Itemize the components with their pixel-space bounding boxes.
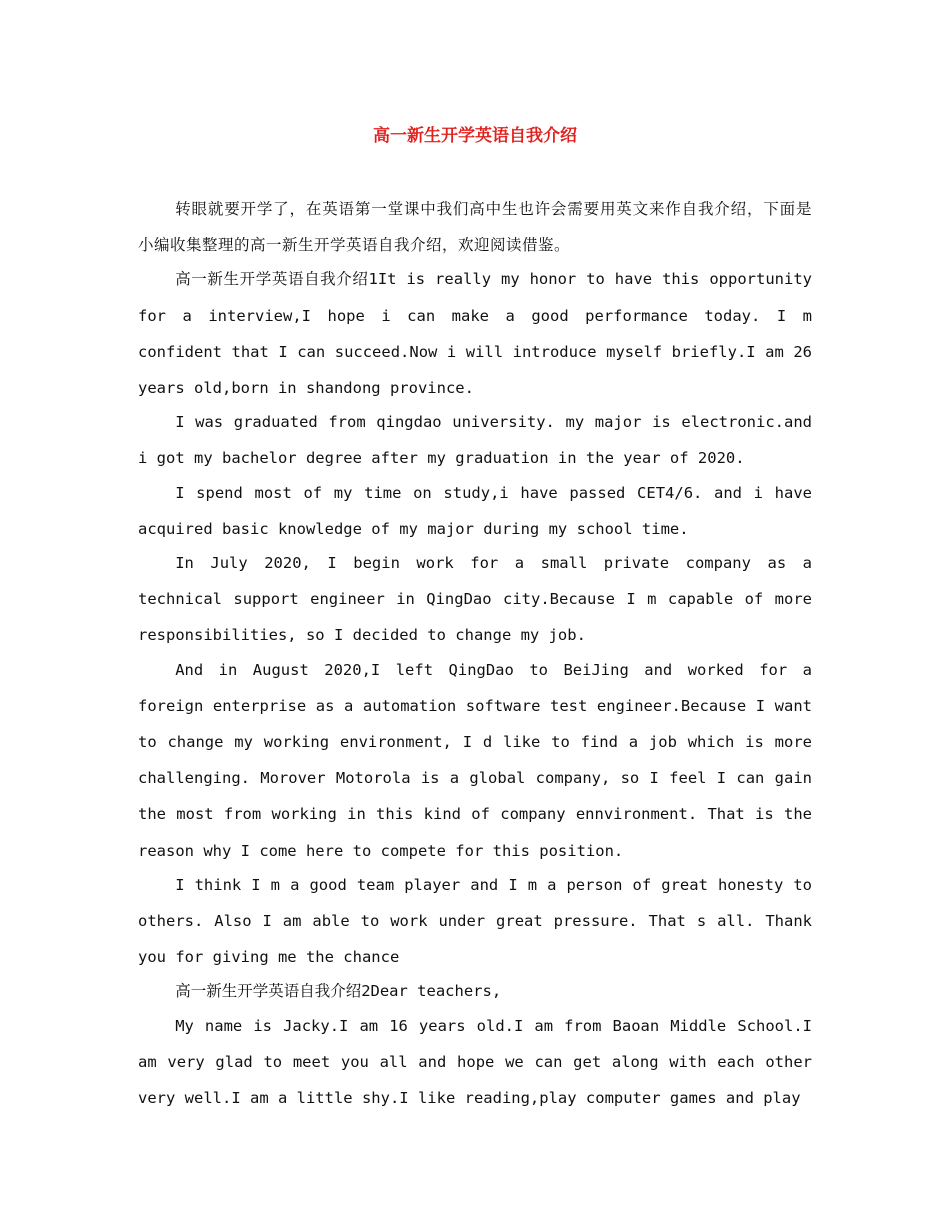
paragraph-8: My name is Jacky.I am 16 years old.I am from Baoan Middle School.I am very glad to meet you all and hope we can get along with each other very well.I am a little shy.I like reading,play computer games and play — [138, 1016, 812, 1108]
document-title: 高一新生开学英语自我介绍 — [373, 126, 577, 146]
paragraph-intro: 转眼就要开学了，在英语第一堂课中我们高中生也许会需要用英文来作自我介绍，下面是小编收集整理的高一新生开学英语自我介绍，欢迎阅读借鉴。 — [138, 200, 812, 255]
paragraph-5: And in August 2020,I left QingDao to BeiJing and worked for a foreign enterprise as a automation software test engineer.Because I want to change my working environment, I d like to find a job which is more challenging. Morover Motorola is a global company, so I feel I can gain the most from working in this kind of company ennvironment. That is the reason why I come here to compete for this position. — [138, 660, 812, 860]
paragraph-6: I think I m a good team player and I m a person of great honesty to others. Also I am able to work under great pressure. That s all. Thank you for giving me the chance — [138, 875, 812, 967]
paragraph-7: 高一新生开学英语自我介绍2Dear teachers, — [175, 982, 502, 1001]
paragraph-3: I spend most of my time on study,i have passed CET4/6. and i have acquired basic knowledge of my major during my school time. — [138, 483, 812, 538]
paragraph-1: 高一新生开学英语自我介绍1It is really my honor to have this opportunity for a interview,I hope i can make a good performance today. I m confident that I can succeed.Now i will introduce myself briefly.I am 26 years old,born in shandong province. — [138, 270, 812, 398]
document-body — [138, 191, 812, 1116]
paragraph-2: I was graduated from qingdao university. my major is electronic.and i got my bachelor degree after my graduation in the year of 2020. — [138, 413, 812, 468]
paragraph-4: In July 2020, I begin work for a small private company as a technical support engineer in QingDao city.Because I m capable of more responsibilities, so I decided to change my job. — [138, 554, 812, 645]
